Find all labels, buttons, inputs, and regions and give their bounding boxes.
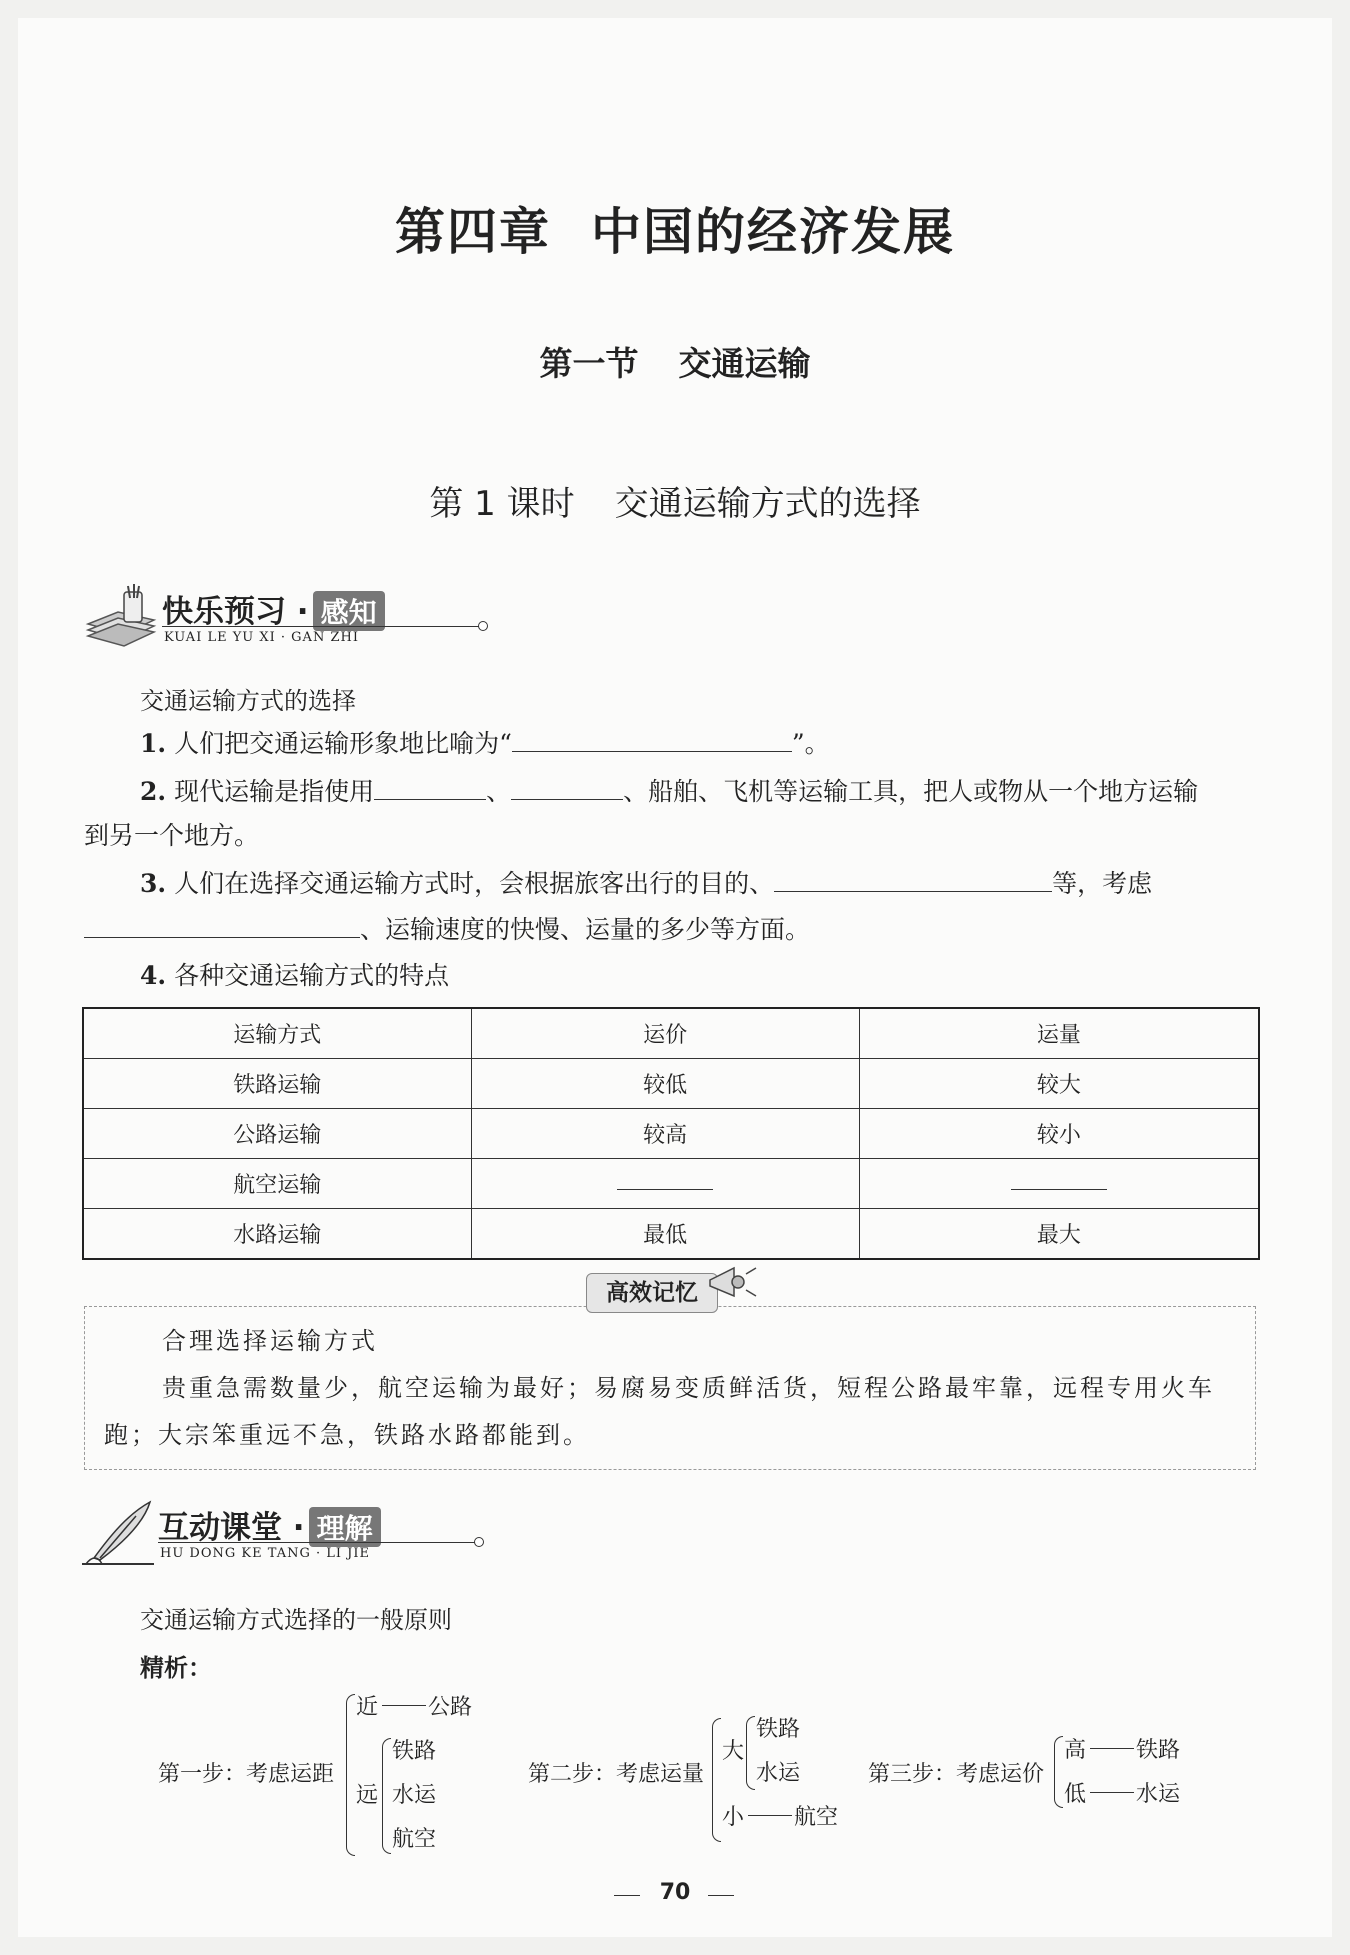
banner-dot: [478, 621, 488, 631]
section-title: 第一节 交通运输: [539, 344, 811, 383]
table-cell: 较大: [859, 1059, 1259, 1109]
class-banner-pinyin: HU DONG KE TANG · LI JIE: [160, 1546, 370, 1561]
megaphone-icon: [704, 1262, 760, 1302]
step2-small-value: 航空: [794, 1805, 839, 1830]
table-row: [83, 1209, 1259, 1260]
step1-far-value: 水运: [392, 1783, 437, 1808]
books-icon: [84, 584, 160, 650]
step1-near-value: 公路: [428, 1695, 473, 1720]
table-cell: 航空运输: [83, 1159, 471, 1209]
table-cell: 较低: [471, 1059, 859, 1109]
answer-blank[interactable]: [774, 865, 1052, 892]
table-header-cell: 运价: [471, 1008, 859, 1059]
table-header-cell: 运量: [859, 1008, 1259, 1059]
step1-far-brace: [382, 1738, 391, 1854]
question-4: 4. 各种交通运输方式的特点: [140, 961, 450, 990]
quill-pen-icon: [80, 1500, 156, 1570]
connector-line: [1090, 1792, 1134, 1793]
table-cell: 铁路运输: [83, 1059, 471, 1109]
answer-blank[interactable]: [1011, 1171, 1107, 1190]
class-subtitle: 交通运输方式选择的一般原则: [140, 1606, 452, 1634]
table-cell: 水路运输: [83, 1209, 471, 1260]
preview-subtitle: 交通运输方式的选择: [140, 687, 356, 715]
answer-blank[interactable]: [511, 773, 623, 800]
answer-blank[interactable]: [374, 773, 486, 800]
memo-line: 跑；大宗笨重远不急，铁路水路都能到。: [104, 1421, 590, 1449]
question-2-cont: 到另一个地方。: [84, 821, 260, 850]
chapter-title: 第四章 中国的经济发展: [395, 202, 955, 261]
banner-underline: [162, 626, 480, 627]
page-number-dash: [708, 1895, 734, 1896]
table-row: [83, 1109, 1259, 1159]
lesson-title: 第 1 课时 交通运输方式的选择: [429, 484, 921, 524]
step2-big-value: 铁路: [756, 1717, 801, 1742]
step1-near: 近: [356, 1695, 379, 1720]
question-2: 2. 现代运输是指使用 、 、船舶、飞机等运输工具，把人或物从一个地方运输: [140, 770, 1270, 814]
table-cell: [859, 1159, 1259, 1209]
table-cell: 最低: [471, 1209, 859, 1260]
answer-blank[interactable]: [512, 725, 792, 752]
table-header-row: [83, 1008, 1259, 1059]
banner-underline: [158, 1542, 476, 1543]
step2-brace: [712, 1718, 721, 1842]
preview-banner: [84, 584, 504, 654]
class-banner: [80, 1500, 500, 1570]
step1-brace: [346, 1694, 355, 1856]
analysis-label: 精析：: [140, 1654, 212, 1682]
step3-high-value: 铁路: [1136, 1738, 1181, 1763]
step2-big: 大: [722, 1739, 745, 1764]
step1-far-value: 铁路: [392, 1739, 437, 1764]
transport-features-table: [82, 1007, 1260, 1260]
table-cell: [471, 1159, 859, 1209]
memo-label: 高效记忆: [586, 1273, 718, 1313]
table-row: [83, 1159, 1259, 1209]
preview-banner-pinyin: KUAI LE YU XI · GAN ZHI: [164, 630, 359, 645]
table-cell: 较小: [859, 1109, 1259, 1159]
question-3: 3. 人们在选择交通运输方式时，会根据旅客出行的目的、 等，考虑: [140, 862, 1270, 906]
connector-line: [748, 1815, 792, 1816]
question-3-cont: 、运输速度的快慢、运量的多少等方面。: [84, 908, 810, 952]
table-header-cell: 运输方式: [83, 1008, 471, 1059]
step2-label: 第二步：考虑运量: [528, 1762, 705, 1787]
memo-line: 贵重急需数量少，航空运输为最好；易腐易变质鲜活货，短程公路最牢靠，远程专用火车: [162, 1374, 1215, 1402]
banner-dot: [474, 1537, 484, 1547]
answer-blank[interactable]: [84, 911, 360, 938]
table-cell: 最大: [859, 1209, 1259, 1260]
table-row: [83, 1059, 1259, 1109]
step3-brace: [1054, 1736, 1063, 1808]
class-banner-title: 互动课堂 · 理解: [158, 1502, 381, 1547]
step3-label: 第三步：考虑运价: [868, 1762, 1045, 1787]
table-cell: 公路运输: [83, 1109, 471, 1159]
page-number: 70: [659, 1880, 691, 1905]
step2-big-value: 水运: [756, 1761, 801, 1786]
step3-low-value: 水运: [1136, 1782, 1181, 1807]
step3-low: 低: [1064, 1782, 1087, 1807]
connector-line: [1090, 1748, 1134, 1749]
answer-blank[interactable]: [617, 1171, 713, 1190]
step1-far-value: 航空: [392, 1827, 437, 1852]
step1-label: 第一步：考虑运距: [158, 1762, 335, 1787]
connector-line: [382, 1705, 426, 1706]
memo-title: 合理选择运输方式: [162, 1327, 378, 1355]
step2-big-brace: [746, 1716, 755, 1790]
step2-small: 小: [722, 1805, 745, 1830]
question-1: 1. 人们把交通运输形象地比喻为“ ”。: [140, 722, 830, 766]
preview-banner-title: 快乐预习 · 感知: [162, 586, 385, 631]
step3-high: 高: [1064, 1738, 1087, 1763]
table-cell: 较高: [471, 1109, 859, 1159]
step1-far: 远: [356, 1783, 379, 1808]
